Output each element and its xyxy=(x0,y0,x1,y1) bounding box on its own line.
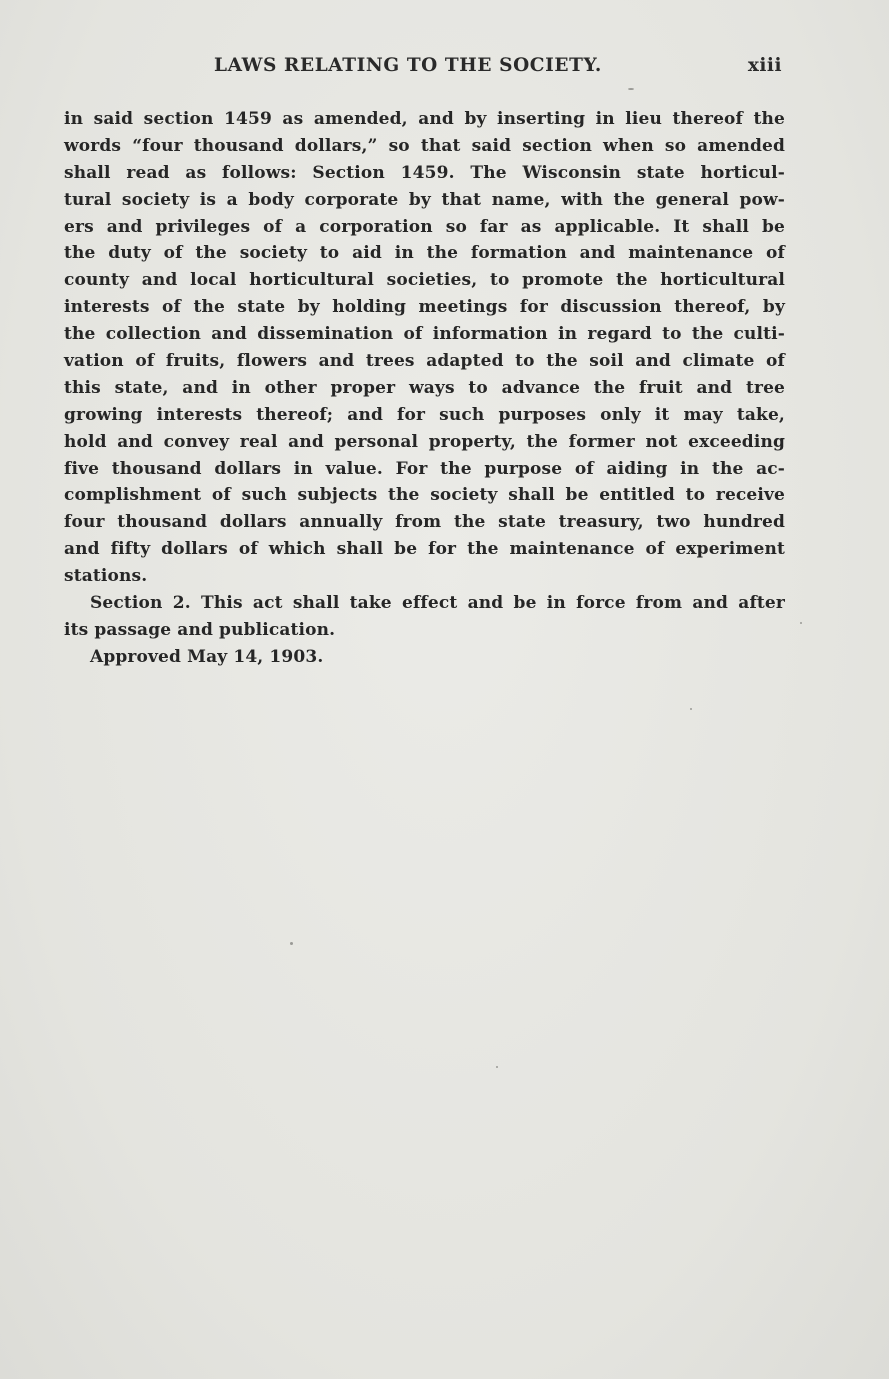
text-line: complishment of such subjects the society shall be entitled to receive xyxy=(64,485,785,506)
text-line: the duty of the society to aid in the formation and maintenance of xyxy=(64,243,785,264)
text-line: this state, and in other proper ways to advance the fruit and tree xyxy=(64,377,785,398)
text-line: ers and privileges of a corporation so far as applicable. It shall be xyxy=(64,216,785,237)
text-line: interests of the state by holding meetings for discussion thereof, by xyxy=(64,297,785,318)
paper-speck xyxy=(800,622,802,624)
text-line: stations. xyxy=(64,566,148,587)
page-number: xiii xyxy=(747,55,782,76)
text-line: in said section 1459 as amended, and by inserting in lieu thereof the xyxy=(64,109,785,129)
body-text xyxy=(64,106,785,671)
text-line: vation of fruits, flowers and trees adapted to the soil and climate of xyxy=(64,351,785,372)
text-line: its passage and publication. xyxy=(64,619,336,640)
text-line: hold and convey real and personal property, the former not exceeding xyxy=(64,431,785,452)
text-line: tural society is a body corporate by that name, with the general pow- xyxy=(64,189,785,210)
text-line: words “four thousand dollars,” so that said section when so amended xyxy=(64,135,785,156)
text-line: five thousand dollars in value. For the purpose of aiding in the ac- xyxy=(64,458,785,479)
text-line: county and local horticultural societies, to promote the horticultural xyxy=(64,270,785,291)
text-line: and fifty dollars of which shall be for the maintenance of experiment xyxy=(64,539,785,560)
paper-speck xyxy=(628,88,634,90)
paper-speck xyxy=(496,1066,498,1068)
text-line: the collection and dissemination of information in regard to the culti- xyxy=(64,324,785,345)
text-line: growing interests thereof; and for such purposes only it may take, xyxy=(64,404,785,425)
paper-speck xyxy=(290,942,293,945)
approval-date-line: Approved May 14, 1903. xyxy=(90,646,324,667)
text-line: shall read as follows: Section 1459. The Wisconsin state horticul- xyxy=(64,162,785,183)
running-head xyxy=(64,55,784,81)
running-head-title: LAWS RELATING TO THE SOCIETY. xyxy=(214,55,602,76)
section-2-line: Section 2. This act shall take effect and be in force from and after xyxy=(90,593,785,614)
text-line: four thousand dollars annually from the state treasury, two hundred xyxy=(64,512,785,533)
paper-speck xyxy=(690,708,692,710)
